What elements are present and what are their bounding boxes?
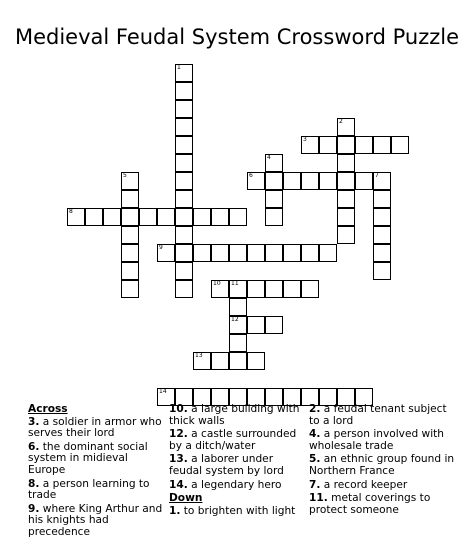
clue-number: 14 [159, 388, 167, 395]
grid-cell[interactable] [247, 316, 265, 334]
grid-cell[interactable] [175, 64, 193, 82]
across-clue-8: 8. a person learning to trade [28, 477, 150, 502]
grid-cell[interactable] [265, 154, 283, 172]
grid-cell[interactable] [229, 352, 247, 370]
grid-cell[interactable] [283, 244, 301, 262]
grid-cell[interactable] [247, 280, 265, 298]
grid-cell[interactable] [229, 298, 247, 316]
grid-cell[interactable] [355, 172, 373, 190]
grid-cell[interactable] [211, 208, 229, 226]
grid-cell[interactable] [301, 280, 319, 298]
clue-number: 4 [267, 154, 271, 161]
grid-cell[interactable] [265, 280, 283, 298]
grid-cell[interactable] [121, 172, 139, 190]
grid-cell[interactable] [355, 136, 373, 154]
grid-cell[interactable] [319, 244, 337, 262]
grid-cell[interactable] [247, 352, 265, 370]
grid-cell[interactable] [337, 136, 355, 154]
down-clue-4: 4. a person involved with wholesale trade [309, 428, 445, 452]
grid-cell[interactable] [337, 190, 355, 208]
grid-cell[interactable] [67, 208, 85, 226]
down-clue-11: 11. metal coverings to protect someone [309, 492, 431, 516]
grid-cell[interactable] [229, 244, 247, 262]
grid-cell[interactable] [391, 136, 409, 154]
grid-cell[interactable] [175, 118, 193, 136]
grid-cell[interactable] [301, 244, 319, 262]
grid-cell[interactable] [265, 208, 283, 226]
grid-cell[interactable] [265, 316, 283, 334]
clue-number: 12 [231, 316, 239, 323]
grid-cell[interactable] [211, 244, 229, 262]
grid-cell[interactable] [319, 136, 337, 154]
clue-number: 11 [231, 280, 239, 287]
grid-cell[interactable] [337, 208, 355, 226]
clue-number: 7 [375, 172, 379, 179]
grid-cell[interactable] [337, 154, 355, 172]
clue-number: 3 [303, 136, 307, 143]
grid-cell[interactable] [139, 208, 157, 226]
clue-column-1 [28, 404, 164, 541]
down-clue-7: 7. a record keeper [309, 478, 408, 491]
across-clue-6: 6. the dominant social system in midieval Europe [28, 440, 148, 476]
across-clue-12: 12. a castle surrounded by a ditch/water [169, 428, 297, 452]
grid-cell[interactable] [373, 208, 391, 226]
down-clue-1: 1. to brighten with light [169, 504, 296, 517]
down-clue-5: 5. an ethnic group found in Northern France [309, 453, 455, 477]
grid-cell[interactable] [175, 208, 193, 226]
clue-number: 2 [339, 118, 343, 125]
grid-cell[interactable] [229, 280, 247, 298]
grid-cell[interactable] [175, 262, 193, 280]
grid-cell[interactable] [175, 280, 193, 298]
grid-cell[interactable] [373, 136, 391, 154]
grid-cell[interactable] [337, 118, 355, 136]
grid-cell[interactable] [283, 172, 301, 190]
grid-cell[interactable] [121, 190, 139, 208]
grid-cell[interactable] [175, 100, 193, 118]
clue-number: 1 [177, 64, 181, 71]
grid-cell[interactable] [301, 136, 319, 154]
grid-cell[interactable] [121, 262, 139, 280]
grid-cell[interactable] [175, 82, 193, 100]
grid-cell[interactable] [211, 280, 229, 298]
grid-cell[interactable] [337, 226, 355, 244]
grid-cell[interactable] [193, 244, 211, 262]
grid-cell[interactable] [157, 244, 175, 262]
across-clue-10: 10. a large building with thick walls [169, 403, 300, 427]
grid-cell[interactable] [103, 208, 121, 226]
grid-cell[interactable] [175, 190, 193, 208]
grid-cell[interactable] [265, 190, 283, 208]
grid-cell[interactable] [301, 172, 319, 190]
grid-cell[interactable] [247, 172, 265, 190]
grid-cell[interactable] [211, 352, 229, 370]
clue-number: 5 [123, 172, 127, 179]
grid-cell[interactable] [373, 244, 391, 262]
grid-cell[interactable] [175, 154, 193, 172]
clue-number: 6 [249, 172, 253, 179]
across-clue-9: 9. where King Arthur and his knights had precedence [28, 502, 163, 538]
grid-cell[interactable] [121, 280, 139, 298]
grid-cell[interactable] [319, 172, 337, 190]
clue-number: 9 [159, 244, 163, 251]
grid-cell[interactable] [175, 226, 193, 244]
clue-number: 13 [195, 352, 203, 359]
grid-cell[interactable] [373, 172, 391, 190]
clue-column-3 [309, 404, 459, 518]
grid-cell[interactable] [337, 172, 355, 190]
grid-cell[interactable] [121, 226, 139, 244]
grid-cell[interactable] [229, 316, 247, 334]
grid-cell[interactable] [175, 172, 193, 190]
across-clue-13: 13. a laborer under feudal system by lord [169, 453, 284, 477]
clue-number: 8 [69, 208, 73, 215]
grid-cell[interactable] [229, 208, 247, 226]
grid-cell[interactable] [373, 262, 391, 280]
clue-column-2 [169, 404, 303, 519]
grid-cell[interactable] [247, 244, 265, 262]
grid-cell[interactable] [175, 244, 193, 262]
grid-cell[interactable] [229, 334, 247, 352]
clue-number: 10 [213, 280, 221, 287]
down-clue-2: 2. a feudal tenant subject to a lord [309, 403, 447, 427]
grid-cell[interactable] [283, 280, 301, 298]
grid-cell[interactable] [265, 244, 283, 262]
grid-cell[interactable] [175, 136, 193, 154]
across-heading: Across [28, 403, 68, 415]
grid-cell[interactable] [121, 244, 139, 262]
grid-cell[interactable] [85, 208, 103, 226]
grid-cell[interactable] [373, 190, 391, 208]
across-clue-3: 3. a soldier in armor who serves their lord [28, 415, 162, 440]
grid-cell[interactable] [157, 208, 175, 226]
grid-cell[interactable] [373, 226, 391, 244]
grid-cell[interactable] [193, 208, 211, 226]
across-clue-14: 14. a legendary hero [169, 478, 282, 491]
grid-cell[interactable] [193, 352, 211, 370]
grid-cell[interactable] [121, 208, 139, 226]
puzzle-title: Medieval Feudal System Crossword Puzzle [14, 25, 460, 49]
grid-cell[interactable] [265, 172, 283, 190]
down-heading: Down [169, 492, 203, 505]
